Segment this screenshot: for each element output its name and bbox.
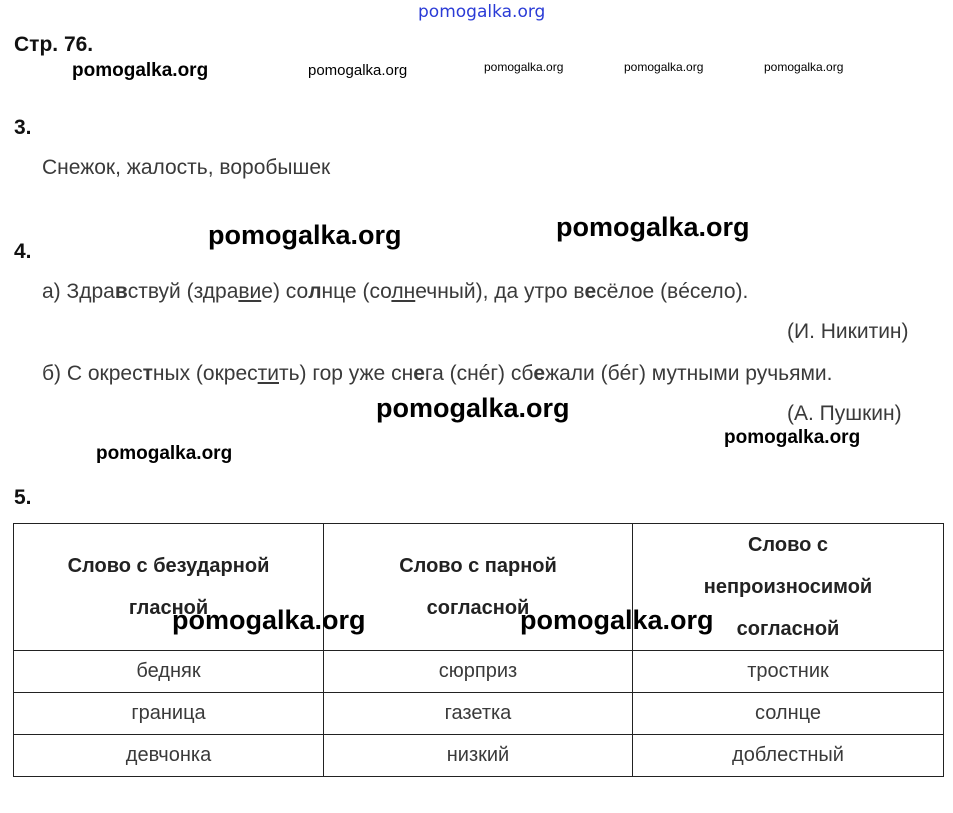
watermark: pomogalka.org bbox=[208, 220, 402, 250]
author-pushkin: (А. Пушкин) bbox=[787, 402, 902, 425]
task-number: 4. bbox=[14, 240, 32, 263]
watermark: pomogalka.org bbox=[484, 60, 564, 74]
watermark: pomogalka.org bbox=[624, 60, 704, 74]
task-number: 5. bbox=[14, 486, 32, 509]
table-cell: девчонка bbox=[14, 735, 324, 777]
column-header: Слово с непроизносимой согласной bbox=[633, 524, 944, 651]
table-row bbox=[14, 693, 944, 735]
watermark: pomogalka.org bbox=[96, 443, 233, 464]
watermark-top: pomogalka.org bbox=[418, 2, 546, 22]
table-cell: граница bbox=[14, 693, 324, 735]
watermark: pomogalka.org bbox=[72, 60, 209, 81]
watermark: pomogalka.org bbox=[556, 212, 750, 242]
table-cell: тростник bbox=[633, 651, 944, 693]
watermark: pomogalka.org bbox=[172, 605, 366, 635]
table-cell: доблестный bbox=[633, 735, 944, 777]
watermark: pomogalka.org bbox=[308, 62, 408, 79]
table-header-row bbox=[14, 524, 944, 651]
table-cell: газетка bbox=[324, 693, 633, 735]
watermark: pomogalka.org bbox=[764, 60, 844, 74]
author-nikitin: (И. Никитин) bbox=[787, 320, 909, 343]
page-title: Стр. 76. bbox=[14, 33, 94, 56]
task-number: 3. bbox=[14, 116, 32, 139]
task4-line-a: а) Здравствуй (здравие) солнце (солнечный), да утро весёлое (вéсело). bbox=[42, 280, 749, 303]
table-cell: сюрприз bbox=[324, 651, 633, 693]
task4-line-b: б) С окрестных (окрестить) гор уже снега (снéг) сбежали (бéг) мутными ручьями. bbox=[42, 362, 833, 385]
watermark: pomogalka.org bbox=[520, 605, 714, 635]
table-row bbox=[14, 651, 944, 693]
watermark: pomogalka.org bbox=[376, 393, 570, 423]
table-row bbox=[14, 735, 944, 777]
column-header: Слово с безударной гласной bbox=[14, 524, 324, 651]
table-cell: солнце bbox=[633, 693, 944, 735]
words-table bbox=[13, 523, 944, 777]
column-header: Слово с парной согласной bbox=[324, 524, 633, 651]
table-cell: бедняк bbox=[14, 651, 324, 693]
watermark: pomogalka.org bbox=[724, 427, 861, 448]
table-cell: низкий bbox=[324, 735, 633, 777]
task3-text: Снежок, жалость, воробышек bbox=[42, 156, 331, 179]
